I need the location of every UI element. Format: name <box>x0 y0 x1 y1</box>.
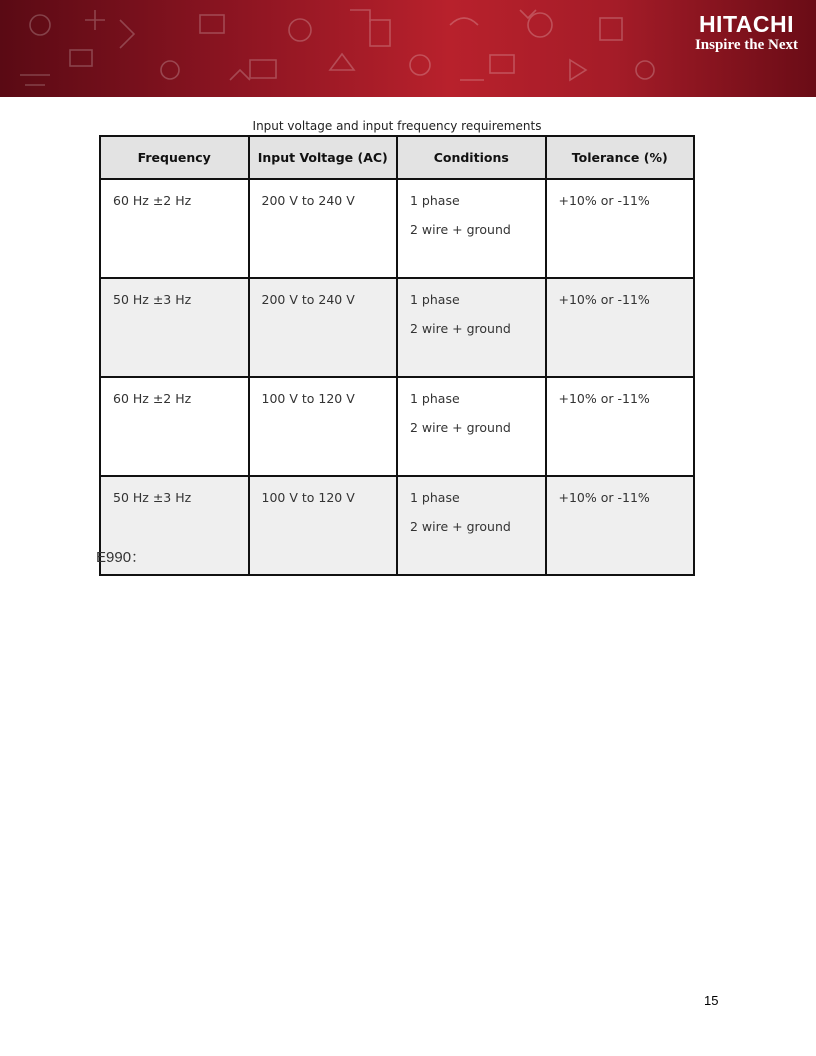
cell-conditions <box>397 377 546 476</box>
cell-frequency: 50 Hz ±3 Hz <box>100 278 249 377</box>
cell-frequency: 50 Hz ±3 Hz <box>100 476 249 575</box>
cell-frequency: 60 Hz ±2 Hz <box>100 377 249 476</box>
table-row <box>100 476 694 575</box>
table-row <box>100 179 694 278</box>
cell-conditions <box>397 476 546 575</box>
cell-voltage: 100 V to 120 V <box>249 476 398 575</box>
condition-phase: 1 phase <box>410 292 460 307</box>
cell-conditions <box>397 278 546 377</box>
condition-phase: 1 phase <box>410 193 460 208</box>
condition-phase: 1 phase <box>410 490 460 505</box>
column-header-frequency: Frequency <box>100 136 249 179</box>
model-note: E990： <box>96 549 147 566</box>
condition-phase: 1 phase <box>410 391 460 406</box>
page-number: 15 <box>704 993 719 1008</box>
condition-wiring: 2 wire + ground <box>410 321 511 336</box>
cell-tolerance: +10% or -11% <box>546 278 695 377</box>
table-caption: Input voltage and input frequency requirements <box>252 119 542 133</box>
table-row <box>100 377 694 476</box>
table-header-row <box>100 136 694 179</box>
column-header-tolerance: Tolerance (%) <box>546 136 695 179</box>
condition-wiring: 2 wire + ground <box>410 420 511 435</box>
brand-name: HITACHI <box>698 11 794 37</box>
hitachi-logo <box>695 12 798 53</box>
cell-tolerance: +10% or -11% <box>546 377 695 476</box>
input-requirements-table <box>99 135 695 576</box>
cell-voltage: 200 V to 240 V <box>249 179 398 278</box>
cell-voltage: 100 V to 120 V <box>249 377 398 476</box>
condition-wiring: 2 wire + ground <box>410 222 511 237</box>
condition-wiring: 2 wire + ground <box>410 519 511 534</box>
header-banner <box>0 0 816 97</box>
cell-tolerance: +10% or -11% <box>546 476 695 575</box>
column-header-input-voltage: Input Voltage (AC) <box>249 136 398 179</box>
cell-voltage: 200 V to 240 V <box>249 278 398 377</box>
cell-frequency: 60 Hz ±2 Hz <box>100 179 249 278</box>
column-header-conditions: Conditions <box>397 136 546 179</box>
brand-tagline: Inspire the Next <box>694 37 798 53</box>
table-row <box>100 278 694 377</box>
banner-pattern-icons <box>0 0 816 97</box>
cell-tolerance: +10% or -11% <box>546 179 695 278</box>
cell-conditions <box>397 179 546 278</box>
